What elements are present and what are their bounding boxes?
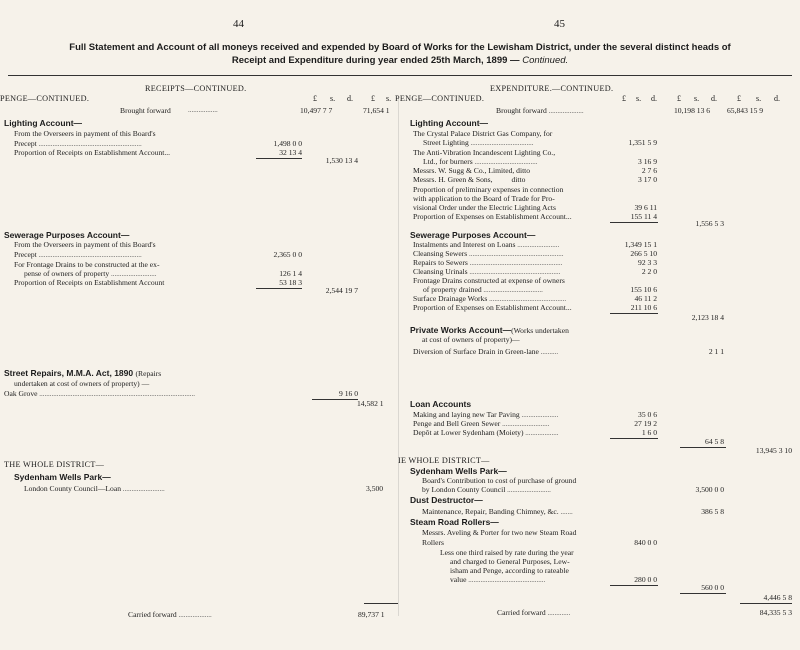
table-cell-value: 46 11 2 bbox=[634, 294, 657, 303]
table-row: Street Lighting .................................... bbox=[423, 138, 534, 147]
table-cell-value: 155 11 4 bbox=[630, 212, 657, 221]
gutter-line bbox=[398, 96, 399, 616]
table-row: Cleansing Urinals .................................................... bbox=[413, 267, 561, 276]
exp-steam-heading: Steam Road Rollers— bbox=[410, 517, 499, 527]
table-row: Depôt at Lower Sydenham (Moiety) ................... bbox=[413, 428, 559, 437]
table-row: Precept ........................................................... bbox=[14, 139, 142, 148]
table-row: Messrs. H. Green & Sons, ditto bbox=[413, 175, 526, 184]
receipts-col-pounds2: £ bbox=[371, 94, 375, 103]
table-row: Repairs to Sewers ..................................................... bbox=[413, 258, 563, 267]
table-row: isham and Penge, according to rateable bbox=[450, 566, 569, 575]
subtotal-rule bbox=[610, 438, 658, 439]
table-row: From the Overseers in payment of this Board's bbox=[14, 129, 156, 138]
table-row: Proportion of Expenses on Establishment Account... bbox=[413, 212, 572, 221]
subtotal-rule bbox=[610, 585, 658, 586]
table-row: Less one third raised by rate during the year bbox=[440, 548, 574, 557]
table-cell-value: 2,365 0 0 bbox=[273, 250, 302, 259]
table-cell-value: 1 6 0 bbox=[641, 428, 657, 437]
table-row: with application to the Board of Trade for Pro- bbox=[413, 194, 555, 203]
exp-carried-forward-value: 84,335 5 3 bbox=[759, 608, 792, 617]
table-row: Messrs. Aveling & Porter for two new Steam Road bbox=[422, 528, 577, 537]
receipts-col-shillings2: s. bbox=[386, 94, 392, 103]
receipts-sewerage-total: 2,544 19 7 bbox=[325, 286, 358, 295]
exp-brought-forward-value: 10,198 13 6 bbox=[674, 106, 711, 115]
exp-col-pounds3: £ bbox=[737, 94, 741, 103]
table-row: Diversion of Surface Drain in Green-lane .......... bbox=[413, 347, 559, 356]
exp-dust-heading: Dust Destructor— bbox=[410, 495, 483, 505]
table-row: Frontage Drains constructed at expense of owners bbox=[413, 276, 565, 285]
exp-col-pounds: £ bbox=[622, 94, 626, 103]
table-row: pense of owners of property .......................... bbox=[24, 269, 157, 278]
receipts-brought-forward-value2: 71,654 1 bbox=[363, 106, 390, 115]
table-cell-value: 53 18 3 bbox=[279, 278, 302, 287]
table-cell-value: 27 19 2 bbox=[634, 419, 657, 428]
exp-loan-grand-total: 13,945 3 10 bbox=[755, 446, 792, 455]
receipts-street-repairs-total: 14,582 1 bbox=[357, 399, 384, 408]
table-cell-value: 3,500 bbox=[366, 484, 384, 493]
table-row: Making and laying new Tar Paving ..................... bbox=[413, 410, 559, 419]
receipts-street-repairs-heading: Street Repairs, M.M.A. Act, 1890 (Repairs bbox=[4, 368, 162, 378]
exp-steam-net: 560 0 0 bbox=[701, 583, 724, 592]
total-rule bbox=[364, 603, 398, 604]
exp-lighting-heading: Lighting Account— bbox=[410, 118, 489, 128]
table-row: Penge and Bell Green Sewer ........................... bbox=[413, 419, 550, 428]
table-row: For Frontage Drains to be constructed at the ex- bbox=[14, 260, 160, 269]
table-cell-value: 280 0 0 bbox=[634, 575, 657, 584]
subtotal-rule bbox=[610, 313, 658, 314]
receipts-sewerage-heading: Sewerage Purposes Account— bbox=[4, 230, 130, 240]
table-row: at cost of owners of property)— bbox=[422, 335, 520, 344]
table-cell-value: 3 17 0 bbox=[638, 175, 657, 184]
exp-col-pounds2: £ bbox=[677, 94, 681, 103]
table-row: Oak Grove ......................................................................................... bbox=[4, 389, 196, 398]
dot-leader: ................. bbox=[188, 106, 218, 114]
table-cell-value: 2 2 0 bbox=[641, 267, 657, 276]
table-row: Proportion of Receipts on Establishment Account... bbox=[14, 148, 171, 157]
table-cell-value: 1,351 5 9 bbox=[628, 138, 657, 147]
table-cell-value: 211 10 6 bbox=[630, 303, 657, 312]
receipts-brought-forward-value: 10,497 7 7 bbox=[300, 106, 333, 115]
receipts-lighting-total: 1,530 13 4 bbox=[325, 156, 358, 165]
table-row: by London County Council ......................... bbox=[422, 485, 551, 494]
receipts-col-pence: d. bbox=[347, 94, 353, 103]
exp-col-shillings: s. bbox=[636, 94, 642, 103]
page-title: Full Statement and Account of all moneys received and expended by Board of Works for the Lewisham District, under the several distinct heads of bbox=[69, 42, 731, 53]
receipts-col-shillings: s. bbox=[330, 94, 336, 103]
table-row: From the Overseers in payment of this Board's bbox=[14, 240, 156, 249]
table-row: Ltd., for burners .................................... bbox=[423, 157, 538, 166]
receipts-carried-forward-label: Carried forward ................... bbox=[128, 610, 212, 619]
table-cell-value: 92 3 3 bbox=[638, 258, 657, 267]
top-rule bbox=[8, 75, 792, 76]
expenditure-section: PENGE—CONTINUED. bbox=[395, 94, 485, 103]
table-cell-value: 840 0 0 bbox=[634, 538, 657, 547]
table-row: Proportion of preliminary expenses in connection bbox=[413, 185, 564, 194]
receipts-col-pounds: £ bbox=[313, 94, 317, 103]
table-cell-value: 3,500 0 0 bbox=[695, 485, 724, 494]
table-row: London County Council—Loan ........................ bbox=[24, 484, 165, 493]
exp-brought-forward-label: Brought forward .................... bbox=[496, 106, 584, 115]
table-row: Board's Contribution to cost of purchase of ground bbox=[422, 476, 577, 485]
page-number-right: 45 bbox=[554, 18, 565, 30]
exp-whole-district-heading: IE WHOLE DISTRICT— bbox=[398, 456, 490, 465]
exp-carried-forward-label: Carried forward ............. bbox=[497, 608, 571, 617]
table-row: Rollers bbox=[422, 538, 444, 547]
expenditure-heading: EXPENDITURE.—CONTINUED. bbox=[490, 84, 614, 93]
exp-sewerage-total: 2,123 18 4 bbox=[691, 313, 724, 322]
table-cell-value: 9 16 0 bbox=[339, 389, 358, 398]
table-row: and charged to General Purposes, Lew- bbox=[450, 557, 570, 566]
table-row: visional Order under the Electric Lighting Acts bbox=[413, 203, 556, 212]
table-row: Maintenance, Repair, Banding Chimney, &c. ....... bbox=[422, 507, 573, 516]
page-subtitle: Receipt and Expenditure during year ended 25th March, 1899 — Continued. bbox=[231, 55, 569, 66]
table-row: Surface Drainage Works ............................................ bbox=[413, 294, 567, 303]
receipts-carried-forward-value: 89,737 1 bbox=[358, 610, 385, 619]
receipts-brought-forward-label: Brought forward bbox=[120, 106, 171, 115]
table-row: The Crystal Palace District Gas Company, for bbox=[413, 129, 553, 138]
table-row: undertaken at cost of owners of property) — bbox=[14, 379, 150, 388]
exp-col-pence2: d. bbox=[711, 94, 717, 103]
exp-sydenham-heading: Sydenham Wells Park— bbox=[410, 466, 507, 476]
total-rule bbox=[740, 603, 792, 604]
exp-loan-heading: Loan Accounts bbox=[410, 399, 472, 409]
exp-col-pence: d. bbox=[651, 94, 657, 103]
table-row: of property drained .................................. bbox=[423, 285, 543, 294]
table-cell-value: 32 13 4 bbox=[279, 148, 302, 157]
table-row: Precept ........................................................... bbox=[14, 250, 142, 259]
table-row: Cleansing Sewers ...................................................... bbox=[413, 249, 564, 258]
exp-lighting-total: 1,556 5 3 bbox=[695, 219, 724, 228]
subtotal-rule bbox=[610, 222, 658, 223]
table-row: Proportion of Expenses on Establishment Account... bbox=[413, 303, 572, 312]
table-row: value ............................................ bbox=[450, 575, 546, 584]
receipts-sydenham-heading: Sydenham Wells Park— bbox=[14, 472, 111, 482]
table-cell-value: 3 16 9 bbox=[638, 157, 657, 166]
table-cell-value: 386 5 8 bbox=[701, 507, 724, 516]
table-cell-value: 126 1 4 bbox=[279, 269, 302, 278]
table-row: Instalments and Interest on Loans ........................ bbox=[413, 240, 560, 249]
receipts-lighting-heading: Lighting Account— bbox=[4, 118, 83, 128]
table-cell-value: 1,349 15 1 bbox=[624, 240, 657, 249]
receipts-section: PENGE—CONTINUED. bbox=[0, 94, 90, 103]
table-row: Proportion of Receipts on Establishment Account bbox=[14, 278, 165, 287]
table-cell-value: 35 0 6 bbox=[638, 410, 657, 419]
table-row: The Anti-Vibration Incandescent Lighting Co., bbox=[413, 148, 556, 157]
table-cell-value: 39 6 11 bbox=[634, 203, 657, 212]
page-number-left: 44 bbox=[233, 18, 244, 30]
exp-private-works-heading: Private Works Account—(Works undertaken bbox=[410, 325, 569, 335]
exp-loan-total: 64 5 8 bbox=[705, 437, 724, 446]
receipts-heading: RECEIPTS—CONTINUED. bbox=[145, 84, 247, 93]
exp-brought-forward-value2: 65,843 15 9 bbox=[727, 106, 764, 115]
exp-whole-district-total: 4,446 5 8 bbox=[763, 593, 792, 602]
exp-sewerage-heading: Sewerage Purposes Account— bbox=[410, 230, 536, 240]
table-cell-value: 1,498 0 0 bbox=[273, 139, 302, 148]
table-cell-value: 2 1 1 bbox=[708, 347, 724, 356]
table-cell-value: 155 10 6 bbox=[630, 285, 657, 294]
exp-col-shillings2: s. bbox=[694, 94, 700, 103]
table-cell-value: 266 5 10 bbox=[630, 249, 657, 258]
receipts-whole-district-heading: THE WHOLE DISTRICT— bbox=[4, 460, 105, 469]
exp-col-pence3: d. bbox=[774, 94, 780, 103]
subtotal-rule bbox=[312, 399, 358, 400]
exp-col-shillings3: s. bbox=[756, 94, 762, 103]
table-row: Messrs. W. Sugg & Co., Limited, ditto bbox=[413, 166, 531, 175]
table-cell-value: 2 7 6 bbox=[641, 166, 657, 175]
